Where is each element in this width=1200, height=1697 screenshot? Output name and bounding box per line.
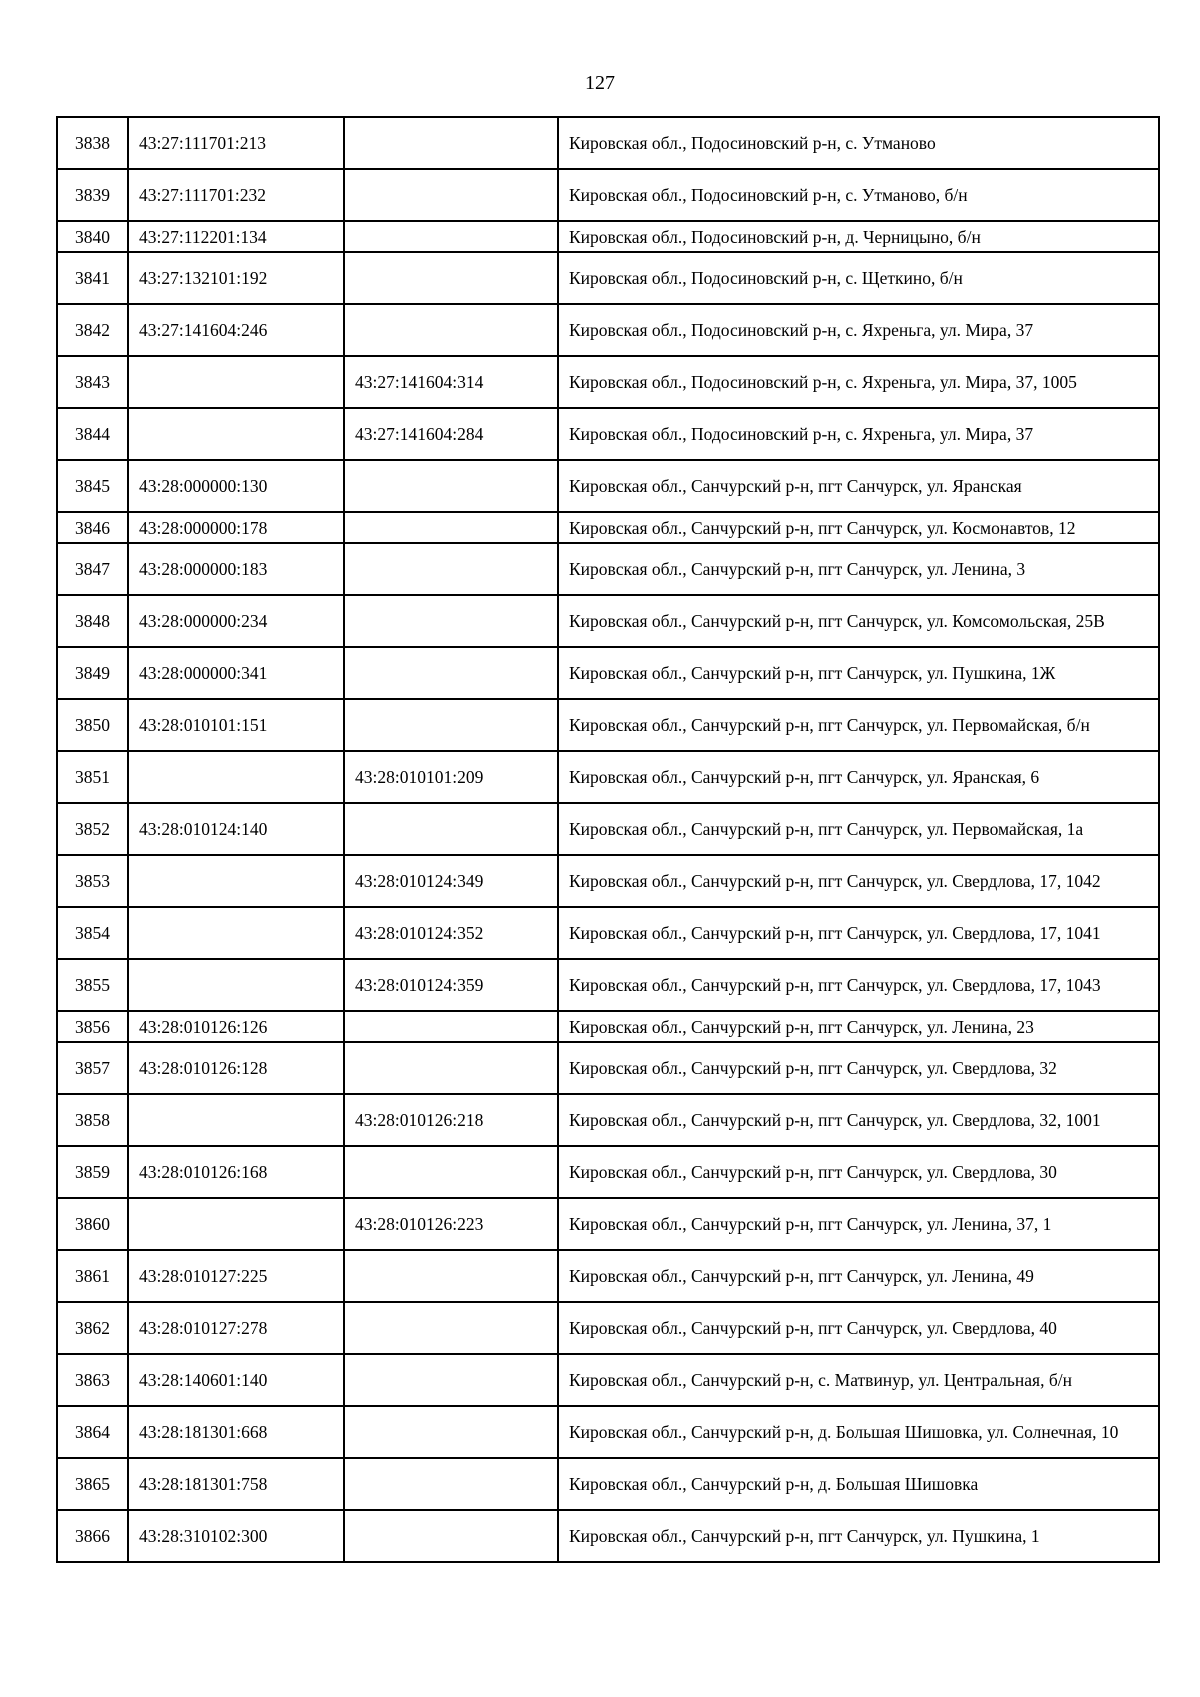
row-number-cell: 3846 <box>57 512 128 543</box>
table-row <box>57 1198 1159 1250</box>
table-row <box>57 512 1159 543</box>
object-cadastral-number-cell: 43:28:010124:349 <box>344 855 558 907</box>
address-cell: Кировская обл., Санчурский р-н, пгт Санчурск, ул. Комсомольская, 25В <box>558 595 1159 647</box>
table-row <box>57 221 1159 252</box>
table-row <box>57 647 1159 699</box>
table-row <box>57 1510 1159 1562</box>
table-row <box>57 855 1159 907</box>
table-row <box>57 595 1159 647</box>
address-cell: Кировская обл., Подосиновский р-н, с. Щеткино, б/н <box>558 252 1159 304</box>
land-cadastral-number-cell: 43:27:111701:232 <box>128 169 344 221</box>
row-number-cell: 3858 <box>57 1094 128 1146</box>
land-cadastral-number-cell: 43:28:010101:151 <box>128 699 344 751</box>
row-number-cell: 3859 <box>57 1146 128 1198</box>
land-cadastral-number-cell: 43:28:010126:128 <box>128 1042 344 1094</box>
row-number-cell: 3848 <box>57 595 128 647</box>
address-cell: Кировская обл., Подосиновский р-н, с. Яхреньга, ул. Мира, 37 <box>558 304 1159 356</box>
row-number-cell: 3841 <box>57 252 128 304</box>
row-number-cell: 3864 <box>57 1406 128 1458</box>
row-number-cell: 3844 <box>57 408 128 460</box>
address-cell: Кировская обл., Санчурский р-н, с. Матвинур, ул. Центральная, б/н <box>558 1354 1159 1406</box>
row-number-cell: 3842 <box>57 304 128 356</box>
object-cadastral-number-cell <box>344 1354 558 1406</box>
address-cell: Кировская обл., Подосиновский р-н, с. Утманово, б/н <box>558 169 1159 221</box>
land-cadastral-number-cell <box>128 907 344 959</box>
object-cadastral-number-cell: 43:27:141604:284 <box>344 408 558 460</box>
row-number-cell: 3852 <box>57 803 128 855</box>
table-row <box>57 1042 1159 1094</box>
row-number-cell: 3849 <box>57 647 128 699</box>
table-row <box>57 1458 1159 1510</box>
address-cell: Кировская обл., Санчурский р-н, пгт Санчурск, ул. Свердлова, 30 <box>558 1146 1159 1198</box>
object-cadastral-number-cell <box>344 460 558 512</box>
address-cell: Кировская обл., Санчурский р-н, пгт Санчурск, ул. Ленина, 3 <box>558 543 1159 595</box>
row-number-cell: 3855 <box>57 959 128 1011</box>
land-cadastral-number-cell <box>128 1094 344 1146</box>
address-cell: Кировская обл., Санчурский р-н, пгт Санчурск, ул. Пушкина, 1 <box>558 1510 1159 1562</box>
table-row <box>57 803 1159 855</box>
object-cadastral-number-cell: 43:28:010124:359 <box>344 959 558 1011</box>
object-cadastral-number-cell <box>344 1406 558 1458</box>
land-cadastral-number-cell: 43:28:181301:758 <box>128 1458 344 1510</box>
table-row <box>57 907 1159 959</box>
address-cell: Кировская обл., Санчурский р-н, пгт Санчурск, ул. Пушкина, 1Ж <box>558 647 1159 699</box>
row-number-cell: 3856 <box>57 1011 128 1042</box>
object-cadastral-number-cell <box>344 169 558 221</box>
land-cadastral-number-cell: 43:28:010126:168 <box>128 1146 344 1198</box>
object-cadastral-number-cell: 43:27:141604:314 <box>344 356 558 408</box>
row-number-cell: 3860 <box>57 1198 128 1250</box>
address-cell: Кировская обл., Санчурский р-н, пгт Санчурск, ул. Свердлова, 17, 1042 <box>558 855 1159 907</box>
table-row <box>57 543 1159 595</box>
address-cell: Кировская обл., Санчурский р-н, пгт Санчурск, ул. Яранская, 6 <box>558 751 1159 803</box>
row-number-cell: 3850 <box>57 699 128 751</box>
address-cell: Кировская обл., Санчурский р-н, пгт Санчурск, ул. Первомайская, 1а <box>558 803 1159 855</box>
land-cadastral-number-cell: 43:28:010124:140 <box>128 803 344 855</box>
object-cadastral-number-cell <box>344 1146 558 1198</box>
address-cell: Кировская обл., Санчурский р-н, д. Большая Шишовка, ул. Солнечная, 10 <box>558 1406 1159 1458</box>
page-number: 127 <box>585 72 615 94</box>
table-row <box>57 699 1159 751</box>
object-cadastral-number-cell <box>344 647 558 699</box>
row-number-cell: 3861 <box>57 1250 128 1302</box>
land-cadastral-number-cell: 43:28:000000:183 <box>128 543 344 595</box>
table-row <box>57 252 1159 304</box>
land-cadastral-number-cell <box>128 356 344 408</box>
object-cadastral-number-cell: 43:28:010126:218 <box>344 1094 558 1146</box>
row-number-cell: 3838 <box>57 117 128 169</box>
row-number-cell: 3839 <box>57 169 128 221</box>
row-number-cell: 3853 <box>57 855 128 907</box>
table-row <box>57 1011 1159 1042</box>
row-number-cell: 3843 <box>57 356 128 408</box>
address-cell: Кировская обл., Подосиновский р-н, с. Яхреньга, ул. Мира, 37 <box>558 408 1159 460</box>
land-cadastral-number-cell: 43:27:112201:134 <box>128 221 344 252</box>
object-cadastral-number-cell <box>344 1042 558 1094</box>
table-row <box>57 408 1159 460</box>
address-cell: Кировская обл., Санчурский р-н, пгт Санчурск, ул. Ленина, 37, 1 <box>558 1198 1159 1250</box>
row-number-cell: 3845 <box>57 460 128 512</box>
row-number-cell: 3857 <box>57 1042 128 1094</box>
table-row <box>57 959 1159 1011</box>
land-cadastral-number-cell: 43:28:181301:668 <box>128 1406 344 1458</box>
address-cell: Кировская обл., Санчурский р-н, пгт Санчурск, ул. Свердлова, 17, 1043 <box>558 959 1159 1011</box>
row-number-cell: 3847 <box>57 543 128 595</box>
table-row <box>57 1406 1159 1458</box>
table-row <box>57 1354 1159 1406</box>
object-cadastral-number-cell <box>344 221 558 252</box>
table-row <box>57 356 1159 408</box>
address-cell: Кировская обл., Подосиновский р-н, д. Черницыно, б/н <box>558 221 1159 252</box>
object-cadastral-number-cell: 43:28:010124:352 <box>344 907 558 959</box>
land-cadastral-number-cell: 43:28:140601:140 <box>128 1354 344 1406</box>
address-cell: Кировская обл., Санчурский р-н, пгт Санчурск, ул. Свердлова, 17, 1041 <box>558 907 1159 959</box>
address-cell: Кировская обл., Подосиновский р-н, с. Утманово <box>558 117 1159 169</box>
address-cell: Кировская обл., Подосиновский р-н, с. Яхреньга, ул. Мира, 37, 1005 <box>558 356 1159 408</box>
row-number-cell: 3862 <box>57 1302 128 1354</box>
object-cadastral-number-cell <box>344 803 558 855</box>
object-cadastral-number-cell: 43:28:010126:223 <box>344 1198 558 1250</box>
table-row <box>57 1302 1159 1354</box>
object-cadastral-number-cell <box>344 1302 558 1354</box>
land-cadastral-number-cell: 43:28:010127:225 <box>128 1250 344 1302</box>
object-cadastral-number-cell <box>344 117 558 169</box>
land-cadastral-number-cell: 43:28:000000:234 <box>128 595 344 647</box>
address-cell: Кировская обл., Санчурский р-н, пгт Санчурск, ул. Свердлова, 40 <box>558 1302 1159 1354</box>
object-cadastral-number-cell <box>344 595 558 647</box>
row-number-cell: 3863 <box>57 1354 128 1406</box>
address-cell: Кировская обл., Санчурский р-н, пгт Санчурск, ул. Космонавтов, 12 <box>558 512 1159 543</box>
address-cell: Кировская обл., Санчурский р-н, д. Большая Шишовка <box>558 1458 1159 1510</box>
land-cadastral-number-cell: 43:28:310102:300 <box>128 1510 344 1562</box>
object-cadastral-number-cell <box>344 304 558 356</box>
object-cadastral-number-cell: 43:28:010101:209 <box>344 751 558 803</box>
object-cadastral-number-cell <box>344 1250 558 1302</box>
land-cadastral-number-cell <box>128 959 344 1011</box>
address-cell: Кировская обл., Санчурский р-н, пгт Санчурск, ул. Первомайская, б/н <box>558 699 1159 751</box>
address-cell: Кировская обл., Санчурский р-н, пгт Санчурск, ул. Яранская <box>558 460 1159 512</box>
land-cadastral-number-cell <box>128 408 344 460</box>
object-cadastral-number-cell <box>344 543 558 595</box>
land-cadastral-number-cell: 43:27:111701:213 <box>128 117 344 169</box>
land-cadastral-number-cell <box>128 751 344 803</box>
land-cadastral-number-cell <box>128 1198 344 1250</box>
object-cadastral-number-cell <box>344 1510 558 1562</box>
table-row <box>57 1146 1159 1198</box>
address-cell: Кировская обл., Санчурский р-н, пгт Санчурск, ул. Ленина, 23 <box>558 1011 1159 1042</box>
address-cell: Кировская обл., Санчурский р-н, пгт Санчурск, ул. Ленина, 49 <box>558 1250 1159 1302</box>
table-row <box>57 460 1159 512</box>
row-number-cell: 3851 <box>57 751 128 803</box>
table-row <box>57 304 1159 356</box>
land-cadastral-number-cell: 43:28:000000:130 <box>128 460 344 512</box>
land-cadastral-number-cell: 43:28:000000:178 <box>128 512 344 543</box>
land-cadastral-number-cell: 43:28:010126:126 <box>128 1011 344 1042</box>
table-row <box>57 169 1159 221</box>
land-cadastral-number-cell: 43:28:010127:278 <box>128 1302 344 1354</box>
address-cell: Кировская обл., Санчурский р-н, пгт Санчурск, ул. Свердлова, 32 <box>558 1042 1159 1094</box>
registry-body <box>57 117 1159 1562</box>
property-registry-table <box>56 116 1160 1563</box>
land-cadastral-number-cell: 43:27:132101:192 <box>128 252 344 304</box>
table-row <box>57 1094 1159 1146</box>
object-cadastral-number-cell <box>344 699 558 751</box>
address-cell: Кировская обл., Санчурский р-н, пгт Санчурск, ул. Свердлова, 32, 1001 <box>558 1094 1159 1146</box>
land-cadastral-number-cell: 43:27:141604:246 <box>128 304 344 356</box>
row-number-cell: 3840 <box>57 221 128 252</box>
object-cadastral-number-cell <box>344 252 558 304</box>
row-number-cell: 3866 <box>57 1510 128 1562</box>
row-number-cell: 3865 <box>57 1458 128 1510</box>
object-cadastral-number-cell <box>344 1011 558 1042</box>
table-row <box>57 751 1159 803</box>
table-row <box>57 1250 1159 1302</box>
land-cadastral-number-cell <box>128 855 344 907</box>
row-number-cell: 3854 <box>57 907 128 959</box>
object-cadastral-number-cell <box>344 1458 558 1510</box>
table-row <box>57 117 1159 169</box>
object-cadastral-number-cell <box>344 512 558 543</box>
land-cadastral-number-cell: 43:28:000000:341 <box>128 647 344 699</box>
